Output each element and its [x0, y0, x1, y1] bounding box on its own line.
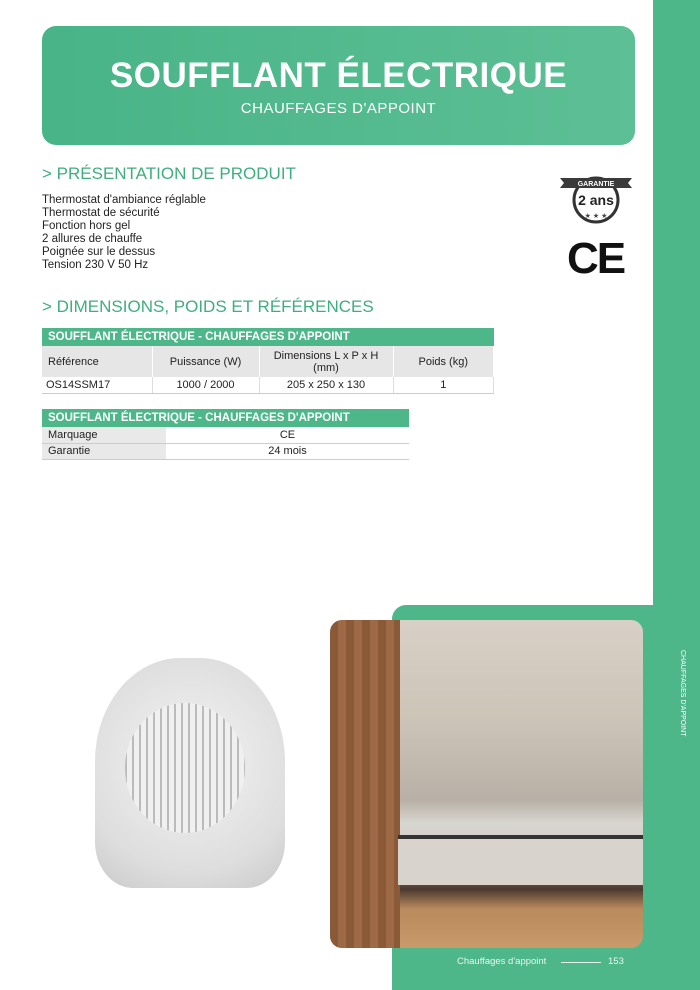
presentation-heading: > PRÉSENTATION DE PRODUIT: [42, 164, 296, 183]
marking-table: [42, 409, 409, 460]
table-cell: 205 x 250 x 130: [259, 377, 393, 393]
feature-item: 2 allures de chauffe: [42, 233, 143, 245]
warranty-badge-icon: [558, 170, 634, 226]
column-header: Puissance (W): [152, 346, 259, 377]
table-caption: SOUFFLANT ÉLECTRIQUE - CHAUFFAGES D'APPOINT: [42, 409, 409, 427]
fan-heater-image: [95, 658, 285, 888]
footer-divider: [561, 962, 601, 963]
dimensions-heading: > DIMENSIONS, POIDS ET RÉFÉRENCES: [42, 297, 374, 316]
table-cell: Marquage: [42, 427, 166, 443]
badge-top-text: GARANTIE: [577, 181, 615, 188]
table-cell: 1: [393, 377, 494, 393]
page-subtitle: CHAUFFAGES D'APPOINT: [240, 100, 437, 117]
table-row: [42, 427, 409, 443]
table-cell: 24 mois: [166, 443, 409, 459]
badge-main-text: 2 ans: [578, 192, 614, 208]
svg-text:★ ★ ★: ★ ★ ★: [584, 213, 608, 220]
table-cell: CE: [166, 427, 409, 443]
feature-item: Tension 230 V 50 Hz: [42, 259, 149, 271]
feature-item: Thermostat d'ambiance réglable: [42, 194, 206, 206]
side-label: CHAUFFAGES D'APPOINT: [679, 650, 686, 737]
footer-section: Chauffages d'appoint: [457, 956, 547, 967]
column-header: Dimensions L x P x H (mm): [259, 346, 393, 377]
column-header: Poids (kg): [393, 346, 494, 377]
table-row: [42, 443, 409, 459]
feature-item: Thermostat de sécurité: [42, 207, 160, 219]
ce-mark: CE: [567, 234, 625, 283]
table-cell: 1000 / 2000: [152, 377, 259, 393]
table-cell: Garantie: [42, 443, 166, 459]
specs-table: [42, 328, 494, 394]
bathroom-photo: [330, 620, 643, 948]
table-caption: SOUFFLANT ÉLECTRIQUE - CHAUFFAGES D'APPOINT: [42, 328, 494, 346]
page-title: SOUFFLANT ÉLECTRIQUE: [109, 56, 568, 95]
page-number: 153: [608, 956, 624, 967]
table-row: [42, 377, 494, 393]
column-header: Référence: [42, 346, 152, 377]
table-cell: OS14SSM17: [42, 377, 152, 393]
feature-item: Fonction hors gel: [42, 220, 131, 232]
feature-list: [42, 194, 206, 272]
feature-item: Poignée sur le dessus: [42, 246, 156, 258]
page-header: [42, 26, 635, 145]
